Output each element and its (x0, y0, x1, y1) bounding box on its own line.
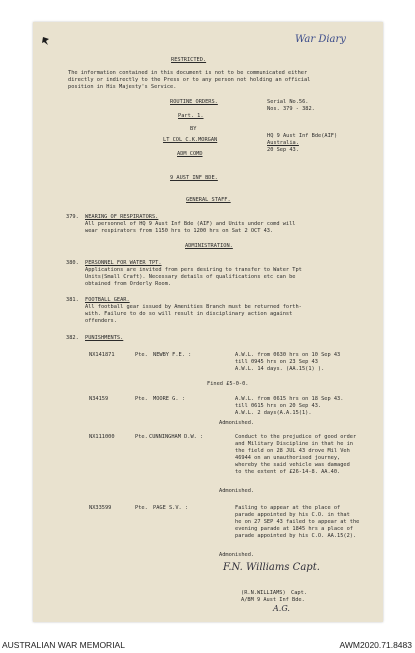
item-title: PERSONNEL FOR WATER TPT. (85, 260, 162, 266)
service-number: NX111000 (89, 434, 115, 440)
notice-line: directly or indirectly to the Press or to any person not holding an official (68, 77, 311, 83)
charge-line: A.W.L. from 0630 hrs on 10 Sep 43 (235, 352, 341, 358)
charge-line: Failing to appear at the place of (235, 505, 341, 511)
order-numbers: Nos. 379 - 382. (267, 106, 315, 112)
punishment-result: Admonished. (219, 488, 255, 494)
service-number: N34159 (89, 396, 109, 402)
rank: Pte. (135, 352, 148, 358)
offender-name: PAGE S.V. : (153, 505, 189, 511)
charge-line: A.W.L. 2 days(A.A.15(1). (235, 410, 312, 416)
signatory-rank: Capt. (291, 590, 307, 596)
item-title: FOOTBALL GEAR. (85, 297, 130, 303)
charge-line: the field on 28 JUL 43 drove Mil Veh (235, 448, 350, 454)
orders-title: ROUTINE ORDERS. (170, 99, 218, 105)
charge-line: evening parade at 1845 hrs a place of (235, 526, 353, 532)
orders-by: BY (190, 126, 197, 132)
handwritten-annotation: War Diary (295, 34, 346, 45)
orders-officer: LT COL C.K.MORGAN (163, 137, 218, 143)
service-number: NX33599 (89, 505, 112, 511)
handwritten-initials: A.G. (273, 604, 290, 613)
item-number: 380. (66, 260, 79, 266)
offender-name: MOORE G. : (153, 396, 185, 402)
item-line: with. Failure to do so will result in disciplinary action against (85, 311, 293, 317)
document-page (33, 22, 383, 622)
signature: F.N. Williams Capt. (223, 562, 320, 573)
charge-line: he on 27 SEP 43 failed to appear at the (235, 519, 360, 525)
service-number: NX141871 (89, 352, 115, 358)
item-number: 382. (66, 335, 79, 341)
footer-credit: AUSTRALIAN WAR MEMORIAL (2, 640, 125, 650)
offender-name: CUNNINGHAM D.W. : (149, 434, 204, 440)
punishment-result: Fined £5-0-0. (207, 381, 249, 387)
hq-line: HQ 9 Aust Inf Bde(AIF) (267, 133, 338, 139)
charge-line: A.W.L. 14 days. (AA.15(1) ). (235, 366, 325, 372)
punishment-result: Admonished. (219, 420, 255, 426)
charge-line: 46944 on an unauthorised journey, (235, 455, 341, 461)
item-line: wear respirators from 1150 hrs to 1200 hrs on Sat 2 OCT 43. (85, 228, 274, 234)
charge-line: Conduct to the prejudice of good order (235, 434, 357, 440)
item-line: All personnel of HQ 9 Aust Inf Bde (AIF) and Units under comd will (85, 221, 296, 227)
orders-formation: 9 AUST INF BDE. (170, 175, 218, 181)
pin-mark-icon (41, 36, 51, 46)
restricted-heading: RESTRICTED. (171, 57, 207, 63)
charge-line: to the extent of £26-14-8. AA.40. (235, 469, 341, 475)
notice-line: The information contained in this document is not to be communicated either (68, 70, 308, 76)
signatory-title: A/BM 9 Aust Inf Bde. (241, 597, 305, 603)
footer-bar (0, 640, 415, 653)
footer-accession-number: AWM2020.71.8483 (339, 640, 412, 650)
punishment-result: Admonished. (219, 552, 255, 558)
item-line: Units(Small Craft). Necessary details of qualifications etc can be (85, 274, 296, 280)
orders-part: Part. 1. (178, 113, 204, 119)
serial-number: Serial No.56. (267, 99, 309, 105)
rank: Pte. (135, 434, 148, 440)
item-line: obtained from Orderly Room. (85, 281, 172, 287)
item-title: PUNISHMENTS. (85, 335, 124, 341)
section-general-staff: GENERAL STAFF. (186, 197, 231, 203)
item-line: Applications are invited from pers desiring to transfer to Water Tpt (85, 267, 302, 273)
section-administration: ADMINISTRATION. (185, 243, 233, 249)
signatory-name: (R.N.WILLIAMS) (241, 590, 286, 596)
order-date: 20 Sep 43. (267, 147, 299, 153)
hq-line: Australia. (267, 140, 299, 146)
item-number: 379. (66, 214, 79, 220)
charge-line: whereby the said vehicle was damaged (235, 462, 350, 468)
charge-line: parade appointed by his C.O. AA.15(2). (235, 533, 357, 539)
charge-line: A.W.L. from 0615 hrs on 18 Sep 43. (235, 396, 344, 402)
charge-line: parade appointed by his C.O. in that (235, 512, 350, 518)
item-line: All football gear issued by Amenities Branch must be returned forth- (85, 304, 302, 310)
rank: Pte. (135, 505, 148, 511)
charge-line: and Military Discipline in that he in (235, 441, 353, 447)
orders-appointment: ADM COMD (177, 151, 203, 157)
offender-name: NEWBY F.E. : (153, 352, 192, 358)
rank: Pte. (135, 396, 148, 402)
charge-line: till 0945 hrs on 23 Sep 43 (235, 359, 318, 365)
item-line: offenders. (85, 318, 117, 324)
notice-line: position in His Majesty's Service. (68, 84, 177, 90)
item-number: 381. (66, 297, 79, 303)
charge-line: till 0615 hrs on 20 Sep 43. (235, 403, 322, 409)
item-title: WEARING OF RESPIRATORS. (85, 214, 159, 220)
